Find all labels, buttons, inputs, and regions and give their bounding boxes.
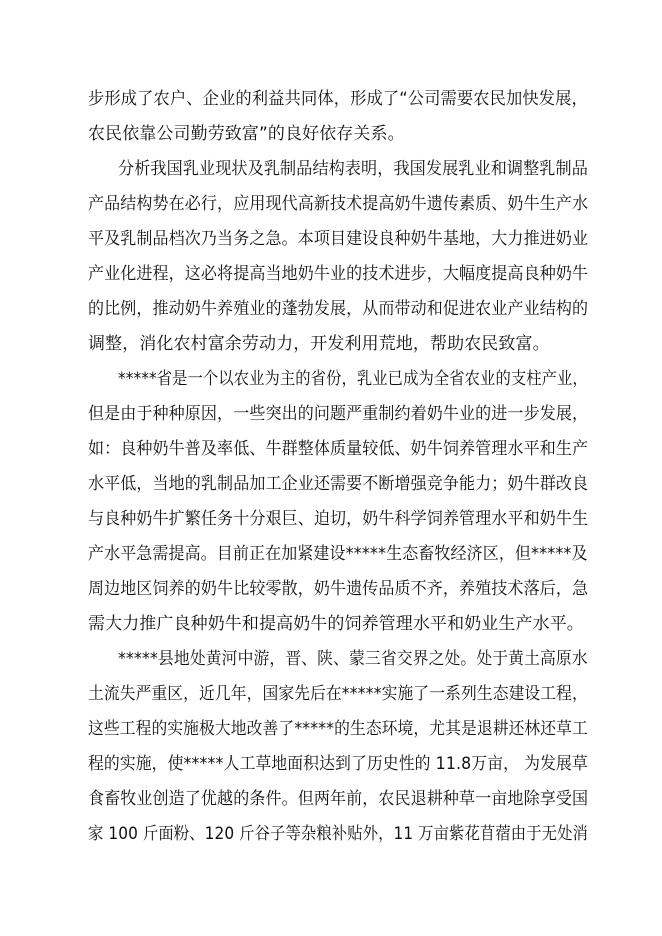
text-line-11: 如：良种奶牛普及率低、牛群整体质量较低、奶牛饲养管理水平和生产: [88, 439, 589, 459]
text-line-16: 需大力推广良种奶牛和提高奶牛的饲养管理水平和奶业生产水平。: [88, 614, 584, 634]
text-line-2: 农民依靠公司勤劳致富”的良好依存关系。: [88, 124, 405, 144]
text-line-13: 与良种奶牛扩繁任务十分艰巨、迫切，奶牛科学饲养管理水平和奶牛生: [88, 509, 589, 529]
paragraph-start-line: *****县地处黄河中游，晋、陕、蒙三省交界之处。处于黄土高原水: [118, 649, 588, 669]
text-line-20: 程的实施，使*****人工草地面积达到了历史性的 11.8万亩， 为发展草: [88, 754, 588, 774]
text-line-4: 产品结构势在必行，应用现代高新技术提高奶牛遗传素质、奶牛生产水: [88, 194, 589, 214]
text-line-7: 的比例，推动奶牛养殖业的蓬勃发展，从而带动和促进农业产业结构的: [88, 299, 589, 319]
text-line-15: 周边地区饲养的奶牛比较零散，奶牛遗传品质不齐，养殖技术落后，急: [88, 579, 589, 599]
text-line-12: 水平低，当地的乳制品加工企业还需要不断增强竞争能力；奶牛群改良: [88, 474, 589, 494]
text-line-18: 土流失严重区，近几年，国家先后在*****实施了一系列生态建设工程，: [88, 684, 588, 704]
text-line-10: 但是由于种种原因，一些突出的问题严重制约着奶牛业的进一步发展，: [88, 404, 589, 424]
text-line-19: 这些工程的实施极大地改善了*****的生态环境，尤其是退耕还林还草工: [88, 719, 588, 739]
text-line-22: 家 100 斤面粉、120 斤谷子等杂粮补贴外，11 万亩紫花苜蓿由于无处消: [88, 824, 588, 844]
paragraph-start-line: 分析我国乳业现状及乳制品结构表明，我国发展乳业和调整乳制品: [118, 159, 588, 179]
text-line-14: 产水平急需提高。目前正在加紧建设*****生态畜牧经济区，但*****及: [88, 544, 588, 564]
text-line-1: 步形成了农户、企业的利益共同体，形成了“公司需要农民加快发展，: [88, 89, 588, 109]
text-line-6: 产业化进程，这必将提高当地奶牛业的技术进步，大幅度提高良种奶牛: [88, 264, 589, 284]
text-line-21: 食畜牧业创造了优越的条件。但两年前，农民退耕种草一亩地除享受国: [88, 789, 589, 809]
text-line-8: 调整，消化农村富余劳动力，开发利用荒地，帮助农民致富。: [88, 334, 550, 354]
paragraph-start-line: *****省是一个以农业为主的省份，乳业已成为全省农业的支柱产业，: [118, 369, 588, 389]
text-line-5: 平及乳制品档次乃当务之急。本项目建设良种奶牛基地，大力推进奶业: [88, 229, 589, 249]
